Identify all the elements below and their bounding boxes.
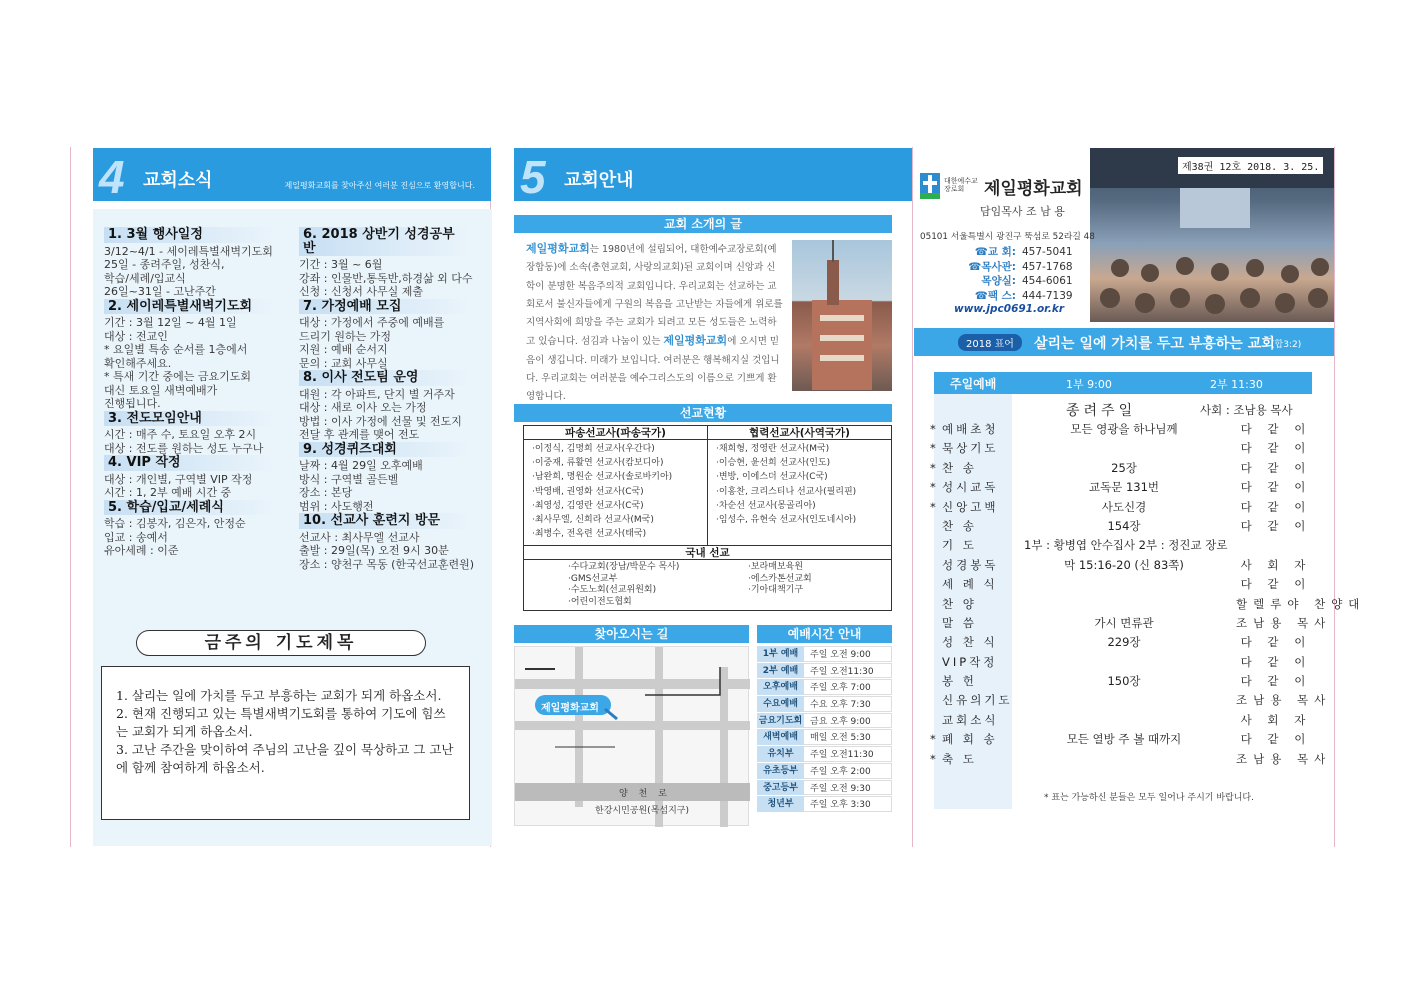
schedule-row	[757, 780, 892, 797]
page-5-header	[514, 148, 912, 201]
order-content: 모든 영광을 하나님께	[1070, 422, 1178, 436]
order-row	[924, 633, 1329, 652]
section-line: 방식 : 구역별 골든벨	[299, 472, 399, 486]
section-line: 대상 : 새로 이사 오는 가정	[299, 401, 427, 414]
order-row	[924, 420, 1329, 439]
section-line: 3/12~4/1 - 세이레특별새벽기도회	[104, 244, 273, 258]
map-bar: 찾아오시는 길	[514, 625, 749, 643]
section-line: 25일 - 종려주일, 성찬식,	[104, 258, 225, 271]
directions-map	[514, 646, 749, 826]
missionary-entry: ·최사무엘, 신희라 선교사(M국)	[532, 515, 654, 526]
schedule-time: 금요 오후 9:00	[804, 713, 892, 729]
schedule-row	[757, 696, 892, 713]
schedule-table	[757, 646, 892, 813]
section-line: 신청 : 신청서 사무실 제출	[299, 285, 423, 298]
section-line: 지원 : 예배 순서지	[299, 343, 388, 356]
order-person: 다 같 이	[1240, 654, 1312, 669]
section-heading: 2. 세이레특별새벽기도회	[104, 299, 276, 315]
motto-ref: (합3:2)	[1271, 340, 1302, 350]
map-road-label: 양 천 로	[619, 789, 671, 799]
contact-number: 457-1768	[1022, 260, 1073, 273]
order-row	[924, 750, 1332, 769]
section-line: 시간 : 1, 2부 예배 시간 중	[104, 486, 232, 499]
order-item: 기 도	[942, 538, 977, 553]
order-person: 다 같 이	[1240, 732, 1312, 747]
schedule-row	[757, 746, 892, 763]
sent-missionaries	[524, 426, 708, 547]
section-line: 범위 : 사도행전	[299, 499, 374, 513]
order-item: 폐 회 송	[942, 732, 998, 747]
worship-order	[924, 420, 1366, 769]
order-content: 150장	[1107, 674, 1141, 689]
section-heading: 10. 선교사 훈련지 방문	[299, 513, 471, 529]
section-line: 학습/세례/입교식	[104, 271, 186, 285]
schedule-name: 금요기도회	[757, 713, 804, 729]
news-section	[299, 442, 491, 514]
schedule-time: 주일 오후 7:00	[804, 679, 892, 695]
order-row	[924, 478, 1329, 497]
schedule-row	[757, 796, 892, 813]
order-person: 조남용 목사	[1236, 751, 1332, 766]
section-line: 26일~31일 - 고난주간	[104, 285, 216, 298]
order-person: 조남용 목사	[1236, 615, 1332, 630]
section-line: 학습 : 김봉자, 김은자, 안정순	[104, 517, 246, 530]
order-item: 찬 양	[942, 596, 977, 611]
domestic-entry: ·기아대책기구	[748, 585, 804, 595]
schedule-name: 새벽예배	[757, 729, 804, 745]
schedule-time: 주일 오후 2:00	[804, 763, 892, 779]
order-content: 모든 열방 주 볼 때까지	[1066, 732, 1182, 747]
service-time-2: 2부 11:30	[1210, 378, 1263, 391]
order-item: 예배초청	[942, 422, 999, 436]
schedule-row	[757, 713, 892, 730]
church-building-photo	[792, 240, 892, 391]
map-church-label: 제일평화교회	[541, 703, 599, 714]
order-row	[924, 439, 1329, 458]
news-section	[104, 227, 294, 299]
contact-label: 목양실:	[981, 275, 1016, 287]
order-content: 사도신경	[1101, 499, 1147, 514]
section-heading: 6. 2018 상반기 성경공부반	[299, 227, 471, 256]
news-section	[299, 227, 491, 299]
order-person: 다 같 이	[1240, 577, 1312, 592]
domestic-entry: ·수다교회(장남/박문수 목사)	[568, 562, 680, 572]
stand-mark: *	[930, 441, 936, 456]
missionary-entry: ·채희형, 정영란 선교사(M국)	[716, 444, 830, 454]
section-line: 전달 후 관계를 맺어 전도	[299, 428, 420, 441]
schedule-name: 2부 예배	[757, 663, 804, 679]
order-row	[924, 498, 1329, 517]
schedule-time: 주일 오전 9:30	[804, 780, 892, 796]
map-park-label: 한강시민공원(목섬지구)	[595, 806, 689, 816]
section-line: 대원 : 각 아파트, 단지 별 거주자	[299, 387, 455, 401]
section-line: 대신 토요일 새벽예배가	[104, 383, 218, 397]
news-section	[104, 500, 294, 558]
order-item: 신유의기도	[942, 693, 1013, 708]
stand-mark: *	[930, 499, 936, 514]
section-heading: 7. 가정예배 모집	[299, 299, 471, 315]
domestic-entry: ·어린이전도협회	[568, 596, 632, 607]
contact-label: ☎팩 스:	[974, 289, 1016, 302]
section-line: 장소 : 본당	[299, 486, 353, 499]
missionary-entry: ·차순선 선교사(몽골리아)	[716, 500, 816, 511]
order-person: 다 같 이	[1240, 518, 1312, 533]
schedule-row	[757, 729, 892, 746]
section-line: 유아세례 : 이준	[104, 544, 179, 557]
missionary-entry: ·이홍찬, 크리스티나 선교사(필리핀)	[716, 486, 857, 497]
order-person: 다 같 이	[1240, 499, 1312, 514]
schedule-row	[757, 646, 892, 663]
news-section	[299, 370, 491, 442]
church-logo-icon	[920, 173, 940, 199]
missionary-entry: ·임성수, 유현숙 선교사(인도네시아)	[716, 515, 857, 526]
missionary-entry: ·남완희, 명원순 선교사(솔로바키아)	[532, 472, 673, 483]
mission-bar: 선교현황	[514, 404, 892, 422]
intro-part-1: 는 1980년에 설립되어, 대한예수교장로회(예장합동)에 소속(총현교회, 사랑의교회)된 교회이며 신앙과 신학이 분명한 복음주의적 교회입니다. 우리교회는 선교하는 교회로서 불신자들에게 구원의 복음을 고난받는 자들에게 위로를 지역사회에 희망을 주는 교회가 되려고 모든 성도들은 노력하고 있습니다. 섬김과 나눔이 있는	[526, 244, 783, 348]
motto-text: 살리는 일에 가치를 두고 부흥하는 교회	[1034, 336, 1275, 352]
page-number: 5	[520, 151, 546, 203]
motto-banner	[914, 328, 1334, 356]
contact-label: ☎교 회:	[974, 246, 1016, 258]
prayer-item: 1. 살리는 일에 가치를 두고 부흥하는 교회가 되게 하옵소서.	[116, 688, 442, 703]
service-time-1: 1부 9:00	[1066, 378, 1112, 391]
news-section	[299, 299, 491, 371]
church-name: 제일평화교회	[984, 179, 1083, 199]
order-item: 성시교독	[942, 480, 999, 495]
page-title: 교회소식	[143, 170, 213, 191]
order-item: 성 찬 식	[942, 635, 998, 650]
denomination: 대한예수교장로회	[944, 177, 978, 193]
section-line: * 특새 기간 중에는 금요기도회	[104, 370, 251, 383]
order-item: VIP작정	[942, 654, 998, 669]
missionary-entry: ·박영배, 권영화 선교사(C국)	[532, 486, 644, 497]
order-item: 교회소식	[942, 712, 999, 727]
section-heading: 4. VIP 작정	[104, 455, 276, 471]
contact-label: ☎목사관:	[968, 260, 1016, 273]
page-subtitle: 제일평화교회를 찾아주신 여러분 진심으로 환영합니다.	[284, 181, 475, 190]
section-line: 드리기 원하는 가정	[299, 329, 392, 343]
partner-missionaries	[708, 426, 891, 547]
stand-mark: *	[930, 732, 936, 747]
section-heading: 1. 3월 행사일정	[104, 227, 276, 243]
schedule-row	[757, 763, 892, 780]
order-row	[924, 653, 1329, 672]
missionary-entry: ·이중재, 류활연 선교사(캄보디아)	[532, 458, 664, 469]
order-item: 축 도	[942, 751, 977, 766]
section-line: 문의 : 교회 사무실	[299, 356, 388, 370]
order-item: 세 례 식	[942, 577, 998, 592]
schedule-name: 중고등부	[757, 780, 804, 796]
order-row	[924, 459, 1329, 478]
order-content: 154장	[1107, 518, 1141, 533]
stand-mark: *	[930, 460, 936, 475]
prayer-item: 3. 고난 주간을 맞이하여 주님의 고난을 깊이 묵상하고 그 고난에 함께 참여하게 하옵소서.	[116, 742, 454, 775]
partner-missionaries-head: 협력선교사(사역국가)	[708, 426, 891, 440]
order-item: 찬 송	[942, 460, 977, 475]
news-left-column	[104, 227, 294, 558]
church-address: 05101 서울특별시 광진구 뚝섬로 52라길 48	[920, 232, 1095, 242]
missionary-entry: ·최영성, 김영란 선교사(C국)	[532, 500, 644, 511]
contact-row	[954, 289, 1073, 304]
domestic-missions	[523, 545, 892, 611]
order-item: 말 씀	[942, 615, 977, 630]
section-heading: 3. 전도모임안내	[104, 411, 276, 427]
schedule-time: 주일 오전11:30	[804, 746, 892, 762]
news-section	[104, 411, 294, 456]
contact-number: 444-7139	[1022, 289, 1073, 302]
order-person: 다 같 이	[1240, 480, 1312, 495]
cover-page	[914, 147, 1366, 847]
order-row	[924, 575, 1329, 594]
page-title: 교회안내	[564, 170, 634, 191]
missionary-entry: ·이정식, 김명희 선교사(우간다)	[532, 444, 655, 454]
prayer-item: 2. 현재 진행되고 있는 특별새벽기도회를 통하여 기도에 힘쓰는 교회가 되게 하옵소서.	[116, 706, 446, 739]
motto-tag: 2018 표어	[958, 334, 1022, 351]
domestic-head: 국내 선교	[524, 546, 891, 560]
prayer-box	[101, 666, 470, 820]
domestic-entry: ·수도노회(선교위원회)	[568, 585, 657, 595]
order-footnote: * 표는 가능하신 분들은 모두 일어나 주시기 바랍니다.	[1044, 793, 1254, 803]
prayer-title: 금주의 기도제목	[136, 630, 426, 656]
order-person: 다 같 이	[1240, 422, 1312, 436]
order-row	[924, 672, 1329, 691]
section-line: 방법 : 이사 가정에 선물 및 전도지	[299, 414, 462, 428]
service-leader: 사회 : 조남용 목사	[1200, 403, 1293, 417]
order-content: 229장	[1107, 635, 1141, 650]
domestic-entry: ·GMS선교부	[568, 573, 618, 584]
section-heading: 5. 학습/입교/세례식	[104, 500, 276, 516]
order-content: 25장	[1111, 460, 1137, 475]
order-content: 교독문 131번	[1088, 480, 1160, 495]
section-line: 대상 : 전도를 원하는 성도 누구나	[104, 441, 264, 455]
section-line: 강좌 : 인물반,통독반,하경삶 외 다수	[299, 271, 473, 285]
section-line: 기간 : 3월 ~ 6월	[299, 258, 383, 271]
stand-mark: *	[930, 422, 936, 436]
missionary-table	[523, 425, 892, 546]
stand-mark: *	[930, 480, 936, 495]
section-line: 입교 : 송예서	[104, 530, 168, 544]
intro-text	[526, 240, 784, 407]
news-section	[104, 455, 294, 500]
schedule-time: 주일 오전 9:00	[804, 646, 892, 662]
order-row	[924, 595, 1366, 614]
order-row	[924, 711, 1329, 730]
order-content: 막 15:16-20 (신 83쪽)	[1064, 557, 1184, 572]
schedule-name: 유치부	[757, 746, 804, 762]
section-line: 시간 : 매주 수, 토요일 오후 2시	[104, 428, 257, 441]
schedule-time: 수요 오후 7:30	[804, 696, 892, 712]
service-bar	[934, 372, 1312, 394]
contact-row	[954, 245, 1073, 260]
worship-photo	[1090, 148, 1334, 322]
schedule-row	[757, 663, 892, 680]
intro-bar: 교회 소개의 글	[514, 215, 892, 233]
pastor-name: 담임목사 조 남 용	[980, 205, 1065, 218]
section-line: 대상 : 개인별, 구역별 VIP 작정	[104, 472, 253, 486]
order-item: 성경봉독	[942, 557, 999, 572]
order-person: 사 회 자	[1240, 712, 1312, 727]
section-heading: 8. 이사 전도팀 운영	[299, 370, 471, 386]
section-line: * 요일별 특송 순서를 1층에서	[104, 343, 248, 356]
page-4-header	[93, 148, 491, 201]
order-person: 할렐루야 찬양대	[1236, 596, 1366, 611]
order-content: 가시 면류관	[1094, 615, 1154, 630]
order-item: 신앙고백	[942, 499, 999, 514]
missionary-entry: ·최병수, 전옥련 선교사(태국)	[532, 529, 647, 540]
order-person: 다 같 이	[1240, 441, 1312, 456]
order-row	[924, 691, 1332, 710]
page-4-news	[70, 147, 491, 847]
order-item: 찬 송	[942, 518, 977, 533]
schedule-name: 오후예배	[757, 679, 804, 695]
order-row	[924, 730, 1329, 749]
contact-number: 457-5041	[1022, 246, 1073, 258]
section-line: 출발 : 29일(목) 오전 9시 30분	[299, 544, 449, 557]
section-line: 진행됩니다.	[104, 397, 161, 410]
sent-missionaries-head: 파송선교사(파송국가)	[524, 426, 707, 440]
news-right-column	[299, 227, 491, 571]
section-line: 대상 : 가정에서 주중에 예배를	[299, 316, 445, 329]
contact-row	[954, 260, 1073, 275]
schedule-time: 매일 오전 5:30	[804, 729, 892, 745]
schedule-name: 1부 예배	[757, 646, 804, 662]
order-row	[924, 536, 1329, 555]
sermon-day: 종려주일	[1066, 403, 1137, 419]
order-item: 묵상기도	[942, 441, 999, 456]
schedule-name: 수요예배	[757, 696, 804, 712]
page-5-info	[492, 147, 913, 847]
order-person: 다 같 이	[1240, 460, 1312, 475]
intro-part-2: 에 오시면 믿음이 생깁니다. 미래가 보입니다. 여러분은 행복해지실 것입니다. 우리교회는 여러분을 예수그리스도의 이름으로 기쁘게 환영합니다.	[526, 336, 780, 403]
order-person: 다 같 이	[1240, 635, 1312, 650]
stand-mark: *	[930, 751, 936, 766]
domestic-entry: ·보라매보육원	[748, 562, 804, 572]
church-url: www.jpc0691.or.kr	[954, 303, 1065, 315]
section-line: 선교사 : 최사무엘 선교사	[299, 530, 420, 544]
section-line: 장소 : 양천구 목동 (한국선교훈련원)	[299, 557, 475, 571]
news-section	[104, 299, 294, 411]
order-person: 다 같 이	[1240, 674, 1312, 689]
issue-info: 제38권 12호 2018. 3. 25.	[1178, 157, 1323, 174]
order-row	[924, 556, 1329, 575]
section-heading: 9. 성경퀴즈대회	[299, 442, 471, 458]
order-item: 봉 헌	[942, 674, 977, 689]
schedule-bar: 예배시간 안내	[757, 625, 892, 643]
news-section	[299, 513, 491, 571]
section-line: 날짜 : 4월 29일 오후예배	[299, 459, 423, 472]
order-row	[924, 517, 1329, 536]
church-name: 제일평화교회	[526, 242, 590, 255]
missionary-entry: ·변방, 이에스더 선교사(C국)	[716, 472, 828, 483]
section-line: 기간 : 3월 12일 ~ 4월 1일	[104, 316, 237, 329]
order-row	[924, 614, 1332, 633]
schedule-row	[757, 679, 892, 696]
domestic-entry: ·에스카톤선교회	[748, 573, 812, 584]
contact-number: 454-6061	[1022, 275, 1073, 287]
church-name: 제일평화교회	[663, 334, 728, 348]
section-line: 확인해주세요.	[104, 356, 172, 370]
page-number: 4	[99, 151, 125, 203]
service-title: 주일예배	[950, 377, 997, 391]
schedule-name: 청년부	[757, 796, 804, 812]
schedule-time: 주일 오후 3:30	[804, 796, 892, 812]
order-person: 조남용 목사	[1236, 693, 1332, 708]
contact-row	[954, 274, 1073, 289]
section-line: 대상 : 전교인	[104, 329, 168, 343]
order-person: 사 회 자	[1240, 557, 1312, 572]
missionary-entry: ·이승현, 윤선희 선교사(인도)	[716, 458, 831, 469]
order-content: 1부 : 황병엽 안수집사 2부 : 정진교 장로	[1024, 538, 1228, 553]
schedule-time: 주일 오전11:30	[804, 663, 892, 679]
schedule-name: 유초등부	[757, 763, 804, 779]
